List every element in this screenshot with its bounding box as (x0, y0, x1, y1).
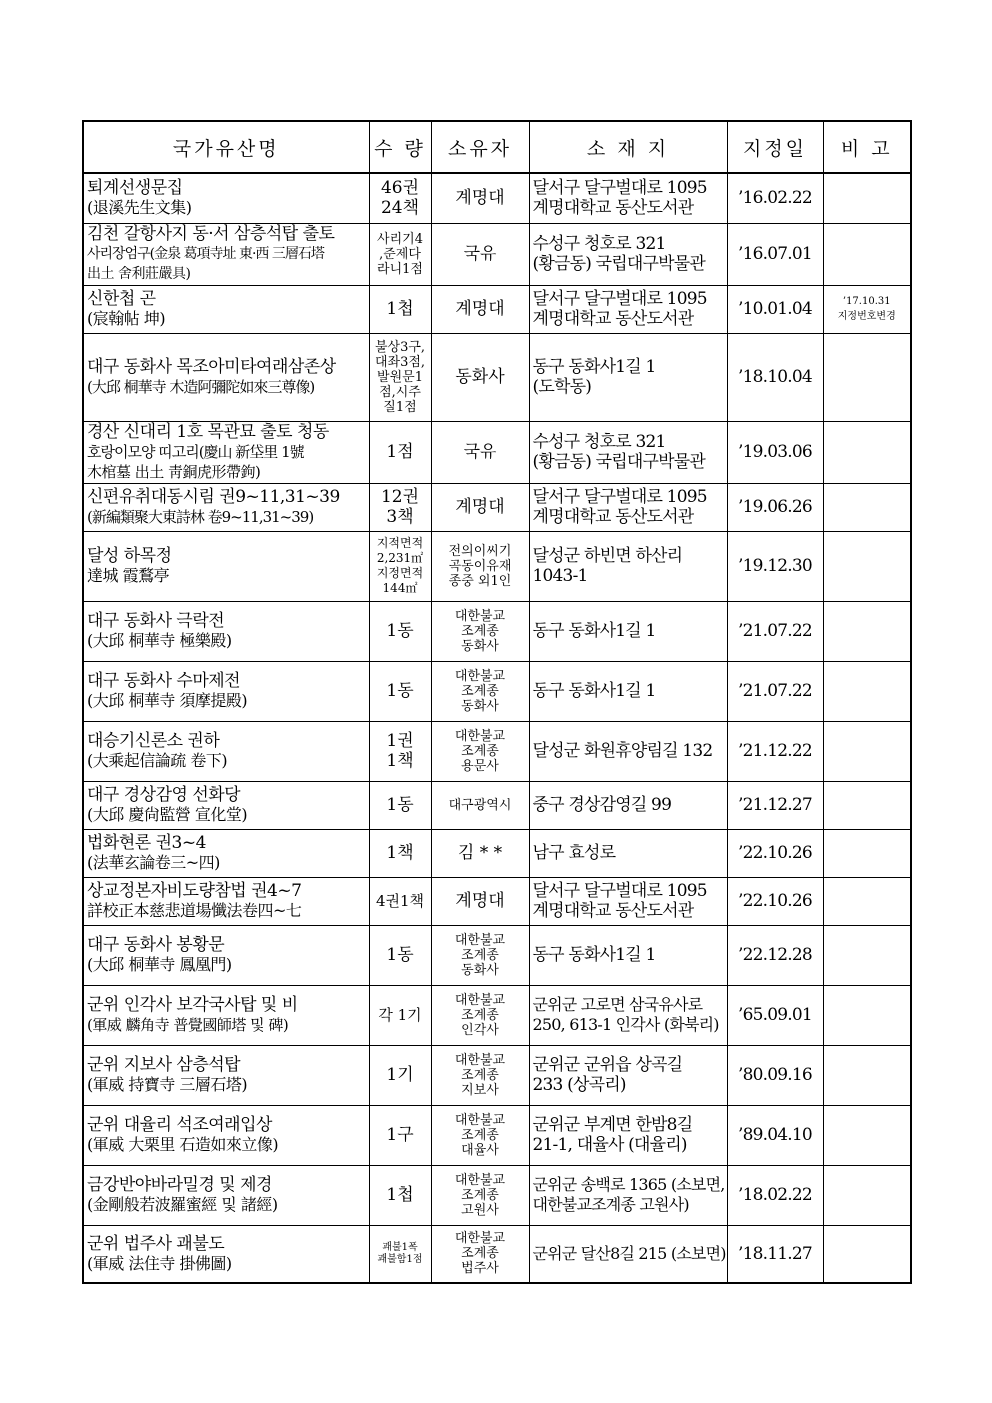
heritage-name-hanja: 호랑이모양 띠고리(慶山 新垈里 1號 (87, 443, 304, 461)
heritage-name-cell (83, 531, 369, 601)
heritage-name-korean: 경산 신대리 1호 목관묘 출토 청동 (87, 422, 329, 442)
heritage-name-korean: 대구 경상감영 선화당 (87, 785, 241, 805)
quantity-cell (369, 721, 431, 781)
location-line: 250, 613-1 인각사 (화북리) (532, 1015, 719, 1034)
table-row (83, 985, 911, 1045)
designation-date: ’21.12.22 (727, 721, 823, 781)
quantity-cell: 1동 (369, 661, 431, 721)
quantity-cell (369, 483, 431, 531)
heritage-name-hanja: (軍威 麟角寺 普覺國師塔 및 碑) (87, 1016, 289, 1034)
quantity-line: 라니1점 (377, 261, 423, 277)
heritage-name-cell (83, 1225, 369, 1283)
heritage-name-korean: 퇴계선생문집 (87, 178, 183, 199)
heritage-name-hanja: (法華玄論卷三~四) (87, 853, 220, 872)
quantity-line: 점,시주 (379, 384, 421, 400)
location-cell (529, 877, 727, 925)
remarks-cell (823, 483, 911, 531)
location-cell (529, 661, 727, 721)
quantity-line: ,준제다 (379, 246, 421, 262)
heritage-name-hanja: (大邱 慶尙監營 宣化堂) (87, 805, 248, 824)
location-cell (529, 925, 727, 985)
heritage-name-korean: 김천 갈항사지 동·서 삼층석탑 출토 (87, 224, 335, 244)
heritage-name-cell (83, 661, 369, 721)
owner-cell (431, 925, 529, 985)
heritage-name-korean: 대구 동화사 극락전 (87, 611, 225, 631)
table-row (83, 601, 911, 661)
owner-cell (431, 601, 529, 661)
table-row (83, 829, 911, 877)
owner-cell: 대구광역시 (431, 781, 529, 829)
heritage-name-cell (83, 829, 369, 877)
heritage-name-korean: 신편유취대동시림 권9~11,31~39 (87, 487, 340, 507)
owner-line: 대율사 (461, 1142, 499, 1158)
heritage-name-cell (83, 601, 369, 661)
owner-cell (431, 661, 529, 721)
location-line: 계명대학교 동산도서관 (532, 309, 694, 329)
remarks-cell (823, 1105, 911, 1165)
remarks-cell (823, 531, 911, 601)
quantity-cell (369, 223, 431, 285)
location-cell (529, 1045, 727, 1105)
location-line: 중구 경상감영길 99 (532, 795, 672, 815)
header-row (83, 121, 911, 173)
owner-cell: 계명대 (431, 483, 529, 531)
quantity-cell (369, 173, 431, 223)
table-row (83, 421, 911, 483)
designation-date: ’16.02.22 (727, 173, 823, 223)
location-line: 달서구 달구벌대로 1095 (532, 881, 707, 901)
location-line: 동구 동화사1길 1 (532, 945, 656, 965)
table-row (83, 531, 911, 601)
table-row (83, 877, 911, 925)
heritage-name-hanja: 達城 霞鶩亭 (87, 566, 170, 585)
location-line: 동구 동화사1길 1 (532, 681, 656, 701)
owner-cell: 국유 (431, 223, 529, 285)
owner-line: 대한불교 (454, 992, 506, 1008)
designation-date: ’21.07.22 (727, 661, 823, 721)
heritage-name-cell (83, 781, 369, 829)
heritage-name-cell (83, 877, 369, 925)
heritage-name-korean: 법화현론 권3~4 (87, 833, 206, 853)
heritage-name-hanja: (大邱 桐華寺 須摩提殿) (87, 691, 248, 710)
heritage-table (82, 120, 912, 1284)
quantity-cell (369, 1225, 431, 1283)
owner-cell (431, 531, 529, 601)
heritage-name-korean: 대승기신론소 권하 (87, 731, 220, 751)
quantity-line: 2,231㎡ (376, 551, 424, 565)
designation-date: ’80.09.16 (727, 1045, 823, 1105)
header-name: 국가유산명 (83, 121, 369, 173)
designation-date: ’21.12.27 (727, 781, 823, 829)
quantity-line: 질1점 (383, 399, 417, 415)
table-row (83, 223, 911, 285)
owner-line: 동화사 (461, 638, 499, 654)
owner-line: 조계종 (461, 1187, 499, 1203)
heritage-name-korean: 금강반야바라밀경 및 제경 (87, 1175, 272, 1195)
header-designation-date: 지정일 (727, 121, 823, 173)
location-line: 계명대학교 동산도서관 (532, 198, 694, 219)
location-cell (529, 173, 727, 223)
location-line: (도학동) (532, 377, 592, 397)
location-line: 21-1, 대율사 (대율리) (532, 1135, 687, 1155)
table-row (83, 1105, 911, 1165)
owner-cell: 계명대 (431, 173, 529, 223)
quantity-cell: 1점 (369, 421, 431, 483)
quantity-line: 1권 (386, 731, 414, 751)
quantity-cell: 1구 (369, 1105, 431, 1165)
table-row (83, 721, 911, 781)
designation-date: ’10.01.04 (727, 285, 823, 333)
heritage-name-korean: 신한첩 곤 (87, 289, 156, 309)
location-cell (529, 333, 727, 421)
designation-date: ’19.06.26 (727, 483, 823, 531)
location-cell (529, 223, 727, 285)
owner-line: 용문사 (461, 758, 499, 774)
location-line: 수성구 청호로 321 (532, 432, 666, 452)
owner-line: 대한불교 (454, 608, 506, 624)
location-line: 1043-1 (532, 566, 588, 586)
designation-date: ’18.02.22 (727, 1165, 823, 1225)
heritage-name-cell (83, 1105, 369, 1165)
location-cell (529, 483, 727, 531)
location-line: 달성군 하빈면 하산리 (532, 546, 683, 566)
heritage-name-hanja: (大邱 桐華寺 鳳凰門) (87, 955, 232, 974)
location-line: (황금동) 국립대구박물관 (532, 452, 705, 472)
heritage-name-hanja: (大邱 桐華寺 木造阿彌陀如來三尊像) (87, 378, 315, 396)
remarks-cell (823, 223, 911, 285)
owner-line: 지보사 (461, 1082, 499, 1098)
quantity-line: 괘불함1점 (377, 1253, 423, 1265)
heritage-name-hanja: 木棺墓 出土 靑銅虎形帶鉤) (87, 463, 261, 481)
quantity-line: 대좌3점, (374, 354, 426, 370)
owner-line: 대한불교 (454, 1231, 506, 1247)
heritage-name-cell (83, 223, 369, 285)
heritage-name-cell (83, 1165, 369, 1225)
owner-cell (431, 985, 529, 1045)
location-line: 대한불교조계종 고원사) (532, 1195, 689, 1214)
location-cell (529, 285, 727, 333)
owner-line: 조계종 (461, 947, 499, 963)
location-line: 동구 동화사1길 1 (532, 357, 656, 377)
owner-cell (431, 1105, 529, 1165)
heritage-name-korean: 군위 법주사 괘불도 (87, 1233, 225, 1254)
designation-date: ’19.12.30 (727, 531, 823, 601)
owner-line: 대한불교 (454, 728, 506, 744)
designation-date: ’21.07.22 (727, 601, 823, 661)
remarks-cell (823, 421, 911, 483)
heritage-name-cell (83, 421, 369, 483)
owner-line: 고원사 (461, 1202, 499, 1218)
owner-line: 대한불교 (454, 932, 506, 948)
owner-cell (431, 1165, 529, 1225)
designation-date: ’18.11.27 (727, 1225, 823, 1283)
remarks-cell (823, 1045, 911, 1105)
quantity-cell: 1동 (369, 601, 431, 661)
heritage-name-cell (83, 333, 369, 421)
quantity-cell: 4권1책 (369, 877, 431, 925)
table-row (83, 285, 911, 333)
owner-cell: 동화사 (431, 333, 529, 421)
location-line: 수성구 청호로 321 (532, 234, 666, 254)
heritage-name-korean: 대구 동화사 수마제전 (87, 671, 241, 691)
quantity-cell (369, 333, 431, 421)
owner-line: 대한불교 (454, 1052, 506, 1068)
location-line: 233 (상곡리) (532, 1075, 626, 1095)
quantity-cell: 1동 (369, 781, 431, 829)
heritage-name-hanja: (軍威 持寶寺 三層石塔) (87, 1075, 248, 1094)
header-quantity: 수 량 (369, 121, 431, 173)
remarks-cell (823, 781, 911, 829)
heritage-name-cell (83, 173, 369, 223)
owner-line: 동화사 (461, 698, 499, 714)
location-line: 달서구 달구벌대로 1095 (532, 487, 707, 507)
quantity-line: 사리기4 (377, 231, 423, 247)
table-row (83, 1165, 911, 1225)
quantity-line: 3책 (386, 507, 414, 527)
heritage-name-cell (83, 483, 369, 531)
location-cell (529, 781, 727, 829)
table-row (83, 333, 911, 421)
remarks-cell (823, 877, 911, 925)
heritage-name-cell (83, 985, 369, 1045)
location-cell (529, 601, 727, 661)
designation-date: ’22.10.26 (727, 829, 823, 877)
quantity-cell: 각 1기 (369, 985, 431, 1045)
designation-date: ’19.03.06 (727, 421, 823, 483)
location-line: 계명대학교 동산도서관 (532, 901, 694, 921)
quantity-line: 지적면적 (376, 536, 424, 550)
owner-line: 조계종 (461, 623, 499, 639)
heritage-name-hanja: 出土 舍利莊嚴具) (87, 266, 191, 282)
heritage-name-cell (83, 1045, 369, 1105)
owner-line: 조계종 (461, 683, 499, 699)
heritage-name-korean: 달성 하목정 (87, 546, 172, 566)
quantity-cell (369, 531, 431, 601)
header-location: 소 재 지 (529, 121, 727, 173)
location-cell (529, 421, 727, 483)
quantity-line: 144㎡ (382, 581, 418, 595)
location-line: 달성군 화원휴양림길 132 (532, 741, 713, 761)
designation-date: ’22.10.26 (727, 877, 823, 925)
table-row (83, 1045, 911, 1105)
owner-cell: 계명대 (431, 877, 529, 925)
owner-line: 곡동이유재 (448, 558, 512, 574)
owner-line: 조계종 (461, 1007, 499, 1023)
location-line: 군위군 달산8길 215 (소보면) (532, 1243, 726, 1263)
remarks-cell (823, 1225, 911, 1283)
heritage-name-hanja: (金剛般若波羅蜜經 및 諸經) (87, 1195, 278, 1214)
location-cell (529, 1165, 727, 1225)
owner-cell: 계명대 (431, 285, 529, 333)
designation-date: ’16.07.01 (727, 223, 823, 285)
heritage-name-hanja: (退溪先生文集) (87, 198, 192, 218)
location-line: 군위군 부계면 한밤8길 (532, 1115, 693, 1135)
designation-date: ’22.12.28 (727, 925, 823, 985)
location-line: (황금동) 국립대구박물관 (532, 254, 705, 274)
location-cell (529, 721, 727, 781)
owner-line: 조계종 (461, 1246, 499, 1262)
location-line: 군위군 군위읍 상곡길 (532, 1055, 683, 1075)
header-remarks: 비 고 (823, 121, 911, 173)
quantity-cell: 1첩 (369, 1165, 431, 1225)
location-cell (529, 1225, 727, 1283)
remarks-cell (823, 985, 911, 1045)
remarks-cell (823, 333, 911, 421)
heritage-name-hanja: (軍威 大栗里 石造如來立像) (87, 1135, 279, 1154)
location-cell (529, 1105, 727, 1165)
location-line: 달서구 달구벌대로 1095 (532, 178, 707, 199)
owner-line: 대한불교 (454, 1172, 506, 1188)
heritage-name-korean: 상교정본자비도량참법 권4~7 (87, 881, 302, 901)
location-cell (529, 531, 727, 601)
designation-date: ’89.04.10 (727, 1105, 823, 1165)
remarks-cell (823, 1165, 911, 1225)
owner-line: 대한불교 (454, 668, 506, 684)
quantity-line: 발원문1 (377, 369, 423, 385)
remarks-date: ’17.10.31 (842, 296, 891, 307)
remarks-cell (823, 285, 911, 333)
quantity-line: 24책 (380, 198, 420, 219)
heritage-name-korean: 군위 대율리 석조여래입상 (87, 1115, 272, 1135)
location-line: 군위군 송백로 1365 (소보면, (532, 1175, 725, 1194)
quantity-cell: 1기 (369, 1045, 431, 1105)
owner-cell (431, 1045, 529, 1105)
owner-cell: 김 * * (431, 829, 529, 877)
table-row (83, 781, 911, 829)
heritage-name-cell (83, 925, 369, 985)
owner-line: 동화사 (461, 962, 499, 978)
heritage-name-hanja: (新編類聚大東詩林 卷9~11,31~39) (87, 508, 314, 526)
designation-date: ’65.09.01 (727, 985, 823, 1045)
table-row (83, 483, 911, 531)
remarks-cell (823, 925, 911, 985)
heritage-name-korean: 대구 동화사 목조아미타여래삼존상 (87, 357, 336, 377)
heritage-name-cell (83, 721, 369, 781)
heritage-name-hanja: (軍威 法住寺 掛佛圖) (87, 1253, 232, 1273)
owner-cell (431, 721, 529, 781)
location-line: 달서구 달구벌대로 1095 (532, 289, 707, 309)
heritage-name-korean: 대구 동화사 봉황문 (87, 935, 225, 955)
header-owner: 소유자 (431, 121, 529, 173)
heritage-name-hanja: 사리장엄구(金泉 葛項寺址 東·西 三層石塔 (87, 246, 324, 262)
quantity-line: 46권 (380, 178, 420, 199)
quantity-line: 1책 (386, 751, 414, 771)
heritage-name-korean: 군위 인각사 보각국사탑 및 비 (87, 995, 298, 1015)
quantity-line: 괘불1폭 (382, 1241, 418, 1253)
heritage-name-hanja: (大乘起信論疏 卷下) (87, 751, 228, 770)
owner-line: 대한불교 (454, 1112, 506, 1128)
remarks-cell (823, 661, 911, 721)
quantity-line: 불상3구, (374, 339, 426, 355)
owner-cell (431, 1225, 529, 1283)
owner-line: 종중 외1인 (448, 573, 512, 589)
heritage-name-cell (83, 285, 369, 333)
heritage-name-hanja: (大邱 桐華寺 極樂殿) (87, 631, 232, 650)
location-cell (529, 985, 727, 1045)
location-cell (529, 829, 727, 877)
table-row (83, 173, 911, 223)
owner-line: 전의이씨기 (448, 543, 512, 559)
heritage-name-hanja: 詳校正本慈悲道場懺法卷四~七 (87, 901, 302, 920)
heritage-name-korean: 군위 지보사 삼층석탑 (87, 1055, 241, 1075)
designation-date: ’18.10.04 (727, 333, 823, 421)
location-line: 계명대학교 동산도서관 (532, 507, 694, 527)
location-line: 군위군 고로면 삼국유사로 (532, 995, 703, 1014)
owner-line: 조계종 (461, 1127, 499, 1143)
table-row (83, 661, 911, 721)
owner-line: 인각사 (461, 1022, 499, 1038)
owner-line: 조계종 (461, 1067, 499, 1083)
quantity-cell: 1책 (369, 829, 431, 877)
table-row (83, 1225, 911, 1283)
quantity-line: 12권 (380, 487, 420, 507)
remarks-cell (823, 829, 911, 877)
quantity-line: 지정면적 (376, 566, 424, 580)
location-line: 동구 동화사1길 1 (532, 621, 656, 641)
table-row (83, 925, 911, 985)
remarks-text: 지정번호변경 (837, 311, 896, 322)
owner-line: 법주사 (461, 1261, 499, 1277)
location-line: 남구 효성로 (532, 843, 616, 863)
quantity-cell: 1동 (369, 925, 431, 985)
remarks-cell (823, 721, 911, 781)
remarks-cell (823, 601, 911, 661)
remarks-cell (823, 173, 911, 223)
owner-cell: 국유 (431, 421, 529, 483)
heritage-name-hanja: (宸翰帖 坤) (87, 309, 166, 328)
owner-line: 조계종 (461, 743, 499, 759)
quantity-cell: 1첩 (369, 285, 431, 333)
